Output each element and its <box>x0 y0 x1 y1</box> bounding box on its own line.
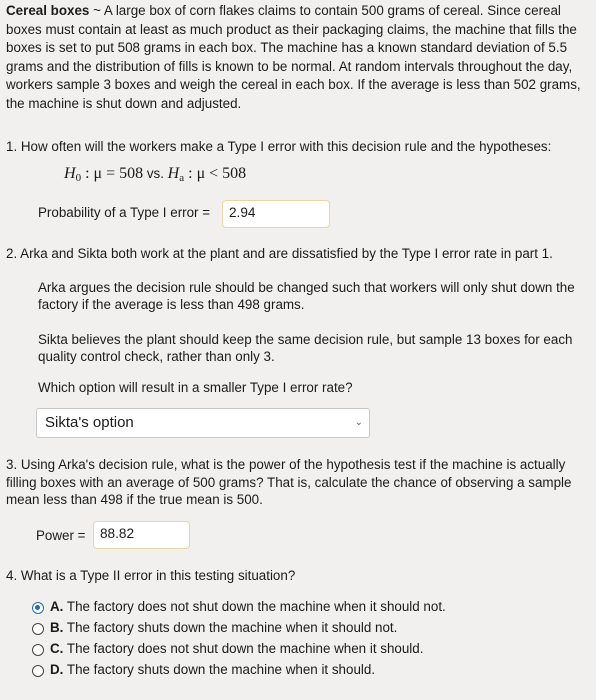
intro-line-2: boxes must contain at least as much product as their packaging claims, the machine that fills the <box>6 21 577 37</box>
intro-line-1 <box>6 2 592 21</box>
option-a-letter: A. <box>50 599 64 614</box>
question-3-line-1: 3. Using Arka's decision rule, what is the power of the hypothesis test if the machine is actually <box>6 457 566 472</box>
hypotheses <box>64 165 246 187</box>
sikta-argument-line-1: Sikta believes the plant should keep the same decision rule, but sample 13 boxes for each <box>38 332 573 347</box>
problem-intro <box>6 2 592 113</box>
question-2-text: 2. Arka and Sikta both work at the plant and are dissatisfied by the Type I error rate in part 1. <box>6 246 553 261</box>
power-label: Power = <box>36 528 86 543</box>
h0-subscript: 0 <box>75 172 82 184</box>
type-i-error-input[interactable]: 2.94 <box>222 200 330 228</box>
option-a-text: The factory does not shut down the machine when it should not. <box>63 599 446 614</box>
type-i-error-label: Probability of a Type I error = <box>38 205 211 220</box>
arka-argument-line-2: factory if the average is less than 498 grams. <box>38 297 305 312</box>
h0-statement: : μ = 508 <box>81 165 144 182</box>
arka-argument-line-1: Arka argues the decision rule should be changed such that workers will only shut down the <box>38 280 575 295</box>
option-c-text: The factory does not shut down the machine when it should. <box>63 641 424 656</box>
chevron-down-icon: ⌄ <box>354 417 363 428</box>
radio-button-b[interactable] <box>32 623 44 635</box>
option-d-text: The factory shuts down the machine when it should. <box>63 662 376 677</box>
radio-button-c[interactable] <box>32 644 44 656</box>
radio-button-a[interactable] <box>32 602 44 614</box>
option-b-text: The factory shuts down the machine when it should not. <box>63 620 398 635</box>
option-b-label[interactable] <box>50 619 397 637</box>
intro-line-4: grams and the distribution of fills is known to be normal. At random intervals throughout the day, <box>6 58 573 74</box>
question-2-prompt: Which option will result in a smaller Type I error rate? <box>38 380 353 395</box>
question-3-line-2: filling boxes with an average of 500 grams? That is, calculate the chance of observing a sample <box>6 475 572 490</box>
option-d-label[interactable] <box>50 661 375 679</box>
sikta-argument-line-2: quality control check, rather than only 3. <box>38 349 275 364</box>
ha-symbol: H <box>167 165 180 182</box>
intro-text-1: A large box of corn flakes claims to contain 500 grams of cereal. Since cereal <box>103 3 561 18</box>
intro-line-5: workers sample 3 boxes and weigh the cereal in each box. If the average is less than 502 grams, <box>6 77 581 92</box>
ha-statement: : μ < 508 <box>184 165 247 182</box>
option-c-letter: C. <box>50 641 64 656</box>
option-select[interactable] <box>36 408 370 438</box>
problem-title: Cereal boxes <box>6 3 90 18</box>
intro-line-3: boxes is set to put 508 grams in each box. The machine has a known standard deviation of 5.5 <box>6 40 568 55</box>
hypotheses-vs: vs. <box>143 166 168 181</box>
question-4-text: 4. What is a Type II error in this testing situation? <box>6 568 296 583</box>
question-3-line-3: mean less than 498 if the true mean is 500. <box>6 492 263 507</box>
radio-button-d[interactable] <box>32 665 44 677</box>
h0-symbol: H <box>64 165 76 182</box>
ha-subscript: a <box>179 172 185 184</box>
option-b-letter: B. <box>50 620 64 635</box>
option-d-letter: D. <box>50 662 64 677</box>
option-select-value: Sikta's option <box>45 414 134 431</box>
question-1-text: 1. How often will the workers make a Type I error with this decision rule and the hypotheses: <box>6 139 552 154</box>
title-separator: ~ <box>89 3 104 18</box>
intro-line-6: the machine is shut down and adjusted. <box>6 95 242 111</box>
power-input[interactable]: 88.82 <box>93 521 190 549</box>
option-c-label[interactable] <box>50 640 423 658</box>
option-a-label[interactable] <box>50 598 446 616</box>
